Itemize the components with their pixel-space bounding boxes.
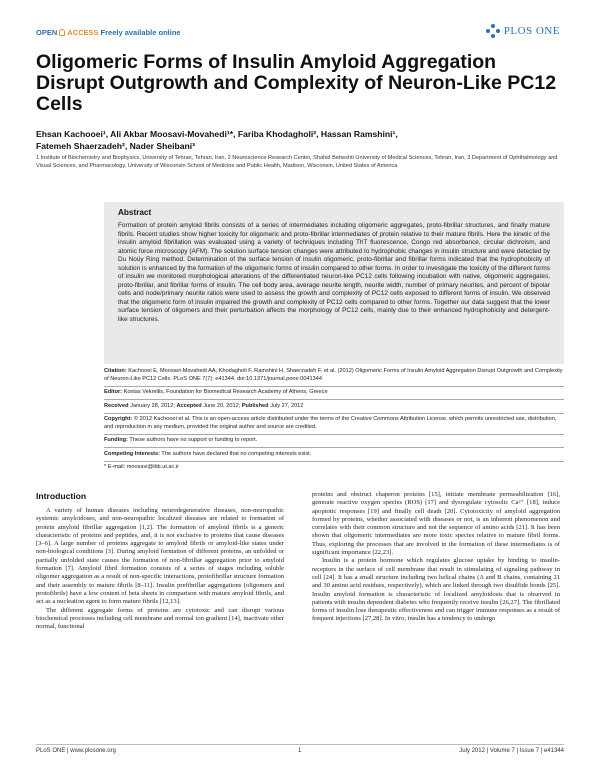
body-column-left: [36, 507, 284, 631]
abstract-text: Formation of protein amyloid fibrils consists of a series of intermediates including oligomeric aggregates, proto-fibrillar structures, and finally mature fibrils. Recent studies show higher toxicity for oligomeric and proto-fibrillar intermediates of protein relative to their mature fibrils. Here the kinetic of the insulin amyloid fibrillation was evaluated using a variety of techniques including ThT fluorescence, Congo red absorbance, circular dichroism, and atomic force microscopy (AFM). The solution surface tension changes were attributed to hydrophobic changes in insulin structure and were detected by Du Noüy Ring method. Determination of the surface tension of insulin oligomeric, proto-fibrillar and fibrillar forms indicated that the hydrophobicity of solution is enhanced by the formation of the oligomeric forms of insulin compared to other forms. In order to investigate the toxicity of the different forms of insulin we monitored morphological alterations of the differentiated neuron-like PC12 cells following incubation with native, oligomeric aggregates, proto-fibrillar, and fibrillar forms of insulin. The cell body area, average neurite length, neurite width, number of primary neurites, and percent of bipolar cells and node/primary neurite ratios were used to assess the growth and complexity of PC12 cells exposed to different forms of insulin. We observed that the oligomeric form of insulin impaired the growth and complexity of PC12 cells compared to other forms. Together our data suggest that the lower surface tension of oligomers and their perturbation affects the morphology of PC12 cells, mainly due to their enhanced hydrophobicity and detergent-like structures.: [118, 222, 550, 324]
meta-divider: [104, 447, 564, 448]
author-list: [36, 128, 564, 152]
citation: Citation: Kachooei E, Moosavi-Movahedi AA, Khodagholi F, Ramshini H, Shaerzadeh F, et al. (2012) Oligomeric Forms of Insulin Amyloid Aggregation Disrupt Outgrowth and Complexity of Neuron-Like PC12 Cells. PLoS ONE 7(7): e41344. doi:10.1371/journal.pone.0041344: [104, 368, 563, 382]
affiliations: 1 Institute of Biochemistry and Biophysics, University of Tehran, Tehran, Iran, 2 Neuroscience Research Center, Shahid Beheshti University of Medical Sciences, Tehran, Iran, 3 Department of Ophthalmology and Visual Sciences, and Pharmacology, University of Wisconsin School of Medicine and Public Health, Madison, Wisconsin, United States of America: [36, 155, 558, 169]
copyright: Copyright: © 2012 Kachooei et al. This is an open-access article distributed under the terms of the Creative Commons Attribution License, which permits unrestricted use, distribution, and reproduction in any medium, provided the original author and source are credited.: [104, 416, 557, 430]
oa-tagline: Freely available online: [100, 28, 181, 37]
funding: Funding: These authors have no support or funding to report.: [104, 437, 258, 443]
footer-issue: July 2012 | Volume 7 | Issue 7 | e41344: [459, 748, 564, 754]
competing-interests: Competing Interests: The authors have declared that no competing interests exist.: [104, 450, 312, 457]
page-number: 1: [298, 748, 302, 754]
paragraph: Insulin is a protein hormone which regulates glucose uptake by binding to insulin-receptors in the surface of cell membrane that result in stimulating of signaling pathway in cell [24]. It has a small structure including two helical chains (A and B chains, containing 21 and 30 amino acid residues, respectively), which are linked through two disulfide bonds [25]. Insulin amyloid formation is characteristic of localized amyloidosis that is observed in patients with insulin dependent diabetes who frequently receive insulin [26,27]. The fibrillated forms of insulin lose therapeutic effectiveness and can trigger immune responses as a result of frequent injections [27,28]. In vitro, insulin has a tendency to undergo: [312, 557, 560, 623]
open-lock-icon: [59, 29, 65, 36]
meta-divider: [104, 399, 564, 400]
plos-logo-icon: [486, 24, 500, 38]
meta-divider: [104, 413, 564, 414]
plos-one-logo: [486, 24, 560, 38]
open-access-badge: [36, 28, 181, 37]
paragraph: proteins and obstruct chaperon proteins [15], initiate membrane permeabilization [16], generate reactive oxygen species (ROS) [17] and dysregulate cytosolic Ca²⁺ [18], induce apoptotic responses [19] and finally cell death [20]. Cytotoxicity of amyloid aggregation formed by proteins, whether associated with diseases or not, is an inherent phenomenon and correlates with their common structure and not the sequence of amino acids [21]. It has been shown that oligomeric intermediates are more toxic species relative to mature fibril forms. Thus, exploring the processes that are involved in the formation of these intermediates is of significant importance [22,23].: [312, 491, 560, 557]
meta-divider: [104, 461, 564, 462]
meta-divider: [104, 434, 564, 435]
author-line-1: Ehsan Kachooei¹, Ali Akbar Moosavi-Movahedi¹*, Fariba Khodagholi², Hassan Ramshini¹,: [36, 129, 398, 139]
editor: Editor: Kostas Vekrellis, Foundation for Biomedical Research Academy of Athens, Greece: [104, 389, 328, 395]
email[interactable]: * E-mail: moosavi@ibb.ut.ac.ir: [104, 464, 180, 470]
footer-journal: PLoS ONE | www.plosone.org: [36, 748, 116, 754]
oa-open-label: OPEN: [36, 28, 58, 37]
author-line-2: Fatemeh Shaerzadeh², Nader Sheibani³: [36, 141, 196, 151]
article-title: Oligomeric Forms of Insulin Amyloid Aggregation Disrupt Outgrowth and Complexity of Neuron-Like PC12 Cells: [36, 51, 557, 115]
paragraph: The different aggregate forms of proteins are cytotoxic and can disrupt various biochemical processes including cell membrane and normal ion gradient [14], inactivate other normal, functional: [36, 606, 284, 631]
introduction-heading: Introduction: [36, 491, 87, 501]
oa-access-label: ACCESS: [67, 28, 99, 37]
meta-divider: [104, 386, 564, 387]
dates: Received January 28, 2012; Accepted June 20, 2012; Published July 27, 2012: [104, 402, 304, 409]
abstract-heading: Abstract: [118, 208, 152, 217]
article-metadata: [104, 368, 564, 472]
paragraph: A variety of human diseases including neurodegenerative diseases, non-neuropathic systemic amyloidoses, and non-neuropathic localized diseases are related to formation of protein amyloid fibrillar aggregation [1,2]. The formation of amyloid fibrils is a generic characteristic of proteins and peptides, and, it is not exclusive to proteins that cause diseases [3–6]. A large number of proteins aggregate to amyloid fibrils or amyloid-like states under non-biological conditions [3]. During amyloid formation of different proteins, an unfolded or partially unfolded state causes the formation of non-fibrillar aggregation prior to amyloid formation [7]. Amyloid fibril formation consists of a series of stages including soluble oligomer aggregation as a result of non-specific interactions, protofibrillar structure formation and their assembly to mature fibrils [8–11]. Insulin prefibrillar aggregations (oligomers and protofibrils) have a low content of beta sheets in comparison with mature amyloid fibrils, and act as a nucleation agent to form mature fibrils [12,13].: [36, 507, 284, 606]
abstract-box: [104, 202, 564, 364]
body-column-right: [312, 491, 560, 624]
footer-rule: [36, 744, 564, 745]
logo-text: PLOS ONE: [503, 25, 560, 37]
